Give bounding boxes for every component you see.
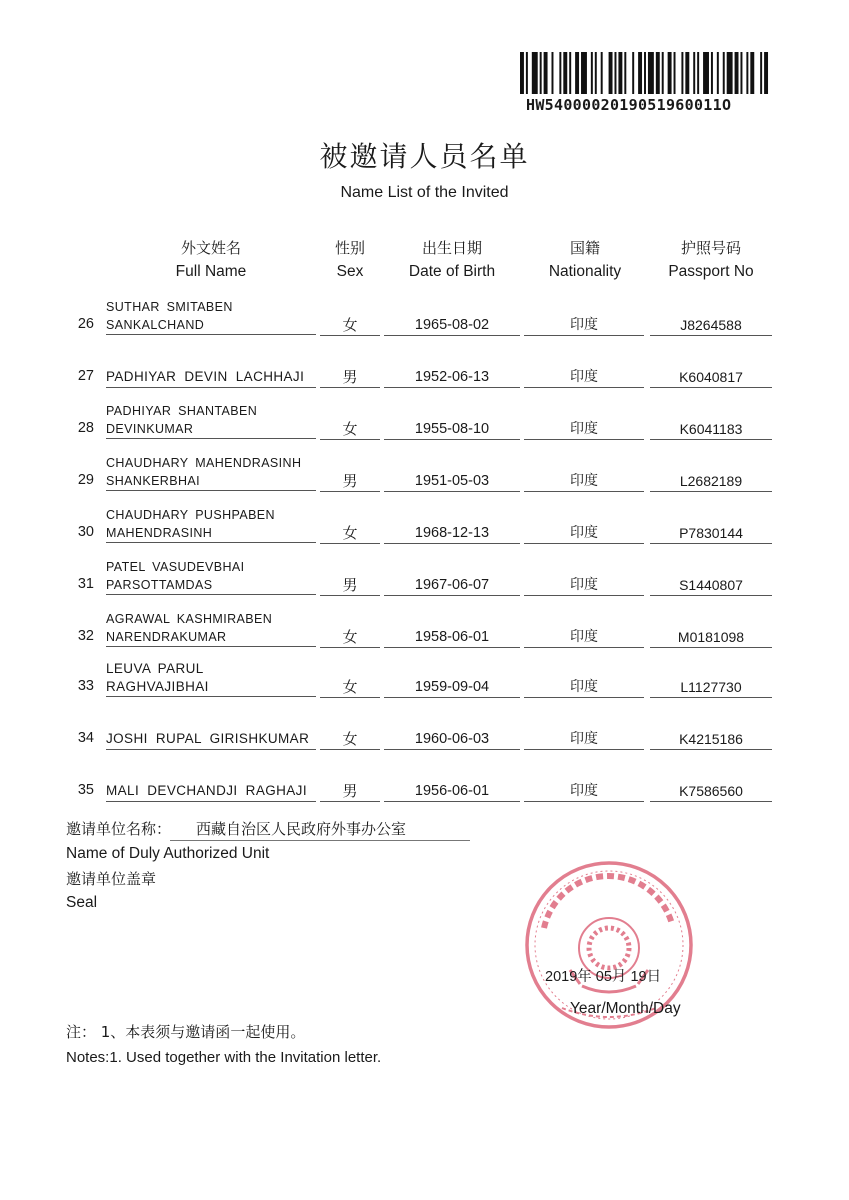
nationality-cell: 印度 (524, 471, 644, 492)
sex-cell: 女 (320, 315, 380, 336)
full-name-cell (106, 729, 316, 750)
full-name-line-2: PARSOTTAMDAS (106, 578, 213, 592)
header-passport-cn: 护照号码 (680, 239, 741, 257)
sex-cell: 女 (320, 523, 380, 544)
full-name-cell (106, 781, 316, 802)
full-name-line-2: JOSHI RUPAL GIRISHKUMAR (106, 731, 310, 746)
sex-cell: 男 (320, 471, 380, 492)
nationality-cell: 印度 (524, 627, 644, 648)
nationality-cell: 印度 (524, 523, 644, 544)
date-label: Year/Month/Day (570, 1000, 681, 1017)
passport-cell: L1127730 (650, 677, 772, 698)
header-full-name-cn: 外文姓名 (180, 239, 241, 257)
header-nationality-en: Nationality (548, 263, 622, 280)
passport-cell: K7586560 (650, 781, 772, 802)
full-name-line-1: AGRAWAL KASHMIRABEN (106, 612, 273, 626)
full-name-line-2: RAGHVAJIBHAI (106, 679, 209, 694)
table-row (0, 764, 849, 816)
nationality-cell: 印度 (524, 781, 644, 802)
full-name-line-2: NARENDRAKUMAR (106, 630, 227, 644)
header-full-name-en: Full Name (175, 263, 247, 280)
dob-cell: 1959-09-04 (384, 677, 520, 698)
row-number: 26 (77, 316, 94, 332)
header-full-name (146, 236, 276, 284)
dob-cell: 1956-06-01 (384, 781, 520, 802)
nationality-cell: 印度 (524, 367, 644, 388)
sex-cell: 男 (320, 575, 380, 596)
passport-cell: K6040817 (650, 367, 772, 388)
dob-cell: 1968-12-13 (384, 523, 520, 544)
full-name-cell (106, 610, 316, 647)
date-value: 2019年 05月 19日 (545, 969, 662, 985)
note-en: Notes:1. Used together with the Invitation letter. (66, 1049, 382, 1066)
full-name-cell (106, 402, 316, 439)
table-row (0, 556, 849, 608)
inviting-unit-value: 西藏自治区人民政府外事办公室 (170, 818, 470, 841)
table-row (0, 608, 849, 660)
full-name-line-1: CHAUDHARY MAHENDRASINH (106, 456, 302, 470)
table-row (0, 400, 849, 452)
dob-cell: 1965-08-02 (384, 315, 520, 336)
document-title-en: Name List of the Invited (340, 184, 509, 201)
sex-cell: 女 (320, 627, 380, 648)
full-name-cell (106, 660, 316, 697)
nationality-cell: 印度 (524, 315, 644, 336)
full-name-line-1: LEUVA PARUL (106, 661, 204, 676)
header-dob-en: Date of Birth (408, 263, 496, 280)
full-name-line-1: PADHIYAR SHANTABEN (106, 404, 258, 418)
passport-cell: S1440807 (650, 575, 772, 596)
table-row (0, 660, 849, 712)
header-sex (320, 236, 380, 284)
dob-cell: 1952-06-13 (384, 367, 520, 388)
full-name-line-1: PATEL VASUDEVBHAI (106, 560, 245, 574)
row-number: 28 (77, 420, 94, 436)
inviting-unit-label-cn: 邀请单位名称： (66, 820, 172, 838)
sex-cell: 女 (320, 419, 380, 440)
full-name-line-2: MAHENDRASINH (106, 526, 213, 540)
table-row (0, 712, 849, 764)
full-name-cell (106, 298, 316, 335)
seal-label-cn: 邀请单位盖章 (66, 870, 157, 888)
passport-cell: L2682189 (650, 471, 772, 492)
nationality-cell: 印度 (524, 419, 644, 440)
table-row (0, 452, 849, 504)
document-title-cn: 被邀请人员名单 (319, 140, 530, 173)
row-number: 34 (77, 730, 94, 746)
inviting-unit-label-en: Name of Duly Authorized Unit (66, 845, 270, 862)
row-number: 29 (77, 472, 94, 488)
header-passport (650, 236, 772, 284)
table-row (0, 348, 849, 400)
header-dob (384, 236, 520, 284)
full-name-line-2: MALI DEVCHANDJI RAGHAJI (106, 783, 307, 798)
barcode-number: HW5400002019051960011O (526, 96, 732, 114)
sex-cell: 男 (320, 781, 380, 802)
sex-cell: 女 (320, 729, 380, 750)
row-number: 32 (77, 628, 94, 644)
row-number: 30 (77, 524, 94, 540)
full-name-line-1: SUTHAR SMITABEN (106, 300, 233, 314)
passport-cell: M0181098 (650, 627, 772, 648)
full-name-line-1: CHAUDHARY PUSHPABEN (106, 508, 275, 522)
seal-label-en: Seal (66, 894, 98, 911)
header-passport-en: Passport No (668, 263, 754, 280)
passport-cell: K4215186 (650, 729, 772, 750)
full-name-cell (106, 506, 316, 543)
table-row (0, 296, 849, 348)
sex-cell: 女 (320, 677, 380, 698)
passport-cell: P7830144 (650, 523, 772, 544)
passport-cell: J8264588 (650, 315, 772, 336)
header-nationality (524, 236, 646, 284)
sex-cell: 男 (320, 367, 380, 388)
header-dob-cn: 出生日期 (421, 239, 482, 257)
full-name-cell (106, 454, 316, 491)
full-name-cell (106, 558, 316, 595)
header-sex-cn: 性别 (334, 239, 365, 257)
table-row (0, 504, 849, 556)
row-number: 33 (77, 678, 94, 694)
nationality-cell: 印度 (524, 575, 644, 596)
full-name-cell (106, 367, 316, 388)
row-number: 31 (77, 576, 94, 592)
dob-cell: 1951-05-03 (384, 471, 520, 492)
full-name-line-2: SANKALCHAND (106, 318, 205, 332)
dob-cell: 1967-06-07 (384, 575, 520, 596)
full-name-line-2: DEVINKUMAR (106, 422, 194, 436)
full-name-line-2: PADHIYAR DEVIN LACHHAJI (106, 369, 305, 384)
row-number: 35 (77, 782, 94, 798)
nationality-cell: 印度 (524, 729, 644, 750)
passport-cell: K6041183 (650, 419, 772, 440)
full-name-line-2: SHANKERBHAI (106, 474, 201, 488)
header-nationality-cn: 国籍 (569, 239, 600, 257)
header-sex-en: Sex (336, 263, 364, 280)
barcode (520, 52, 770, 94)
dob-cell: 1958-06-01 (384, 627, 520, 648)
row-number: 27 (77, 368, 94, 384)
dob-cell: 1955-08-10 (384, 419, 520, 440)
nationality-cell: 印度 (524, 677, 644, 698)
dob-cell: 1960-06-03 (384, 729, 520, 750)
note-cn: 注： 1、本表须与邀请函一起使用。 (66, 1023, 306, 1041)
